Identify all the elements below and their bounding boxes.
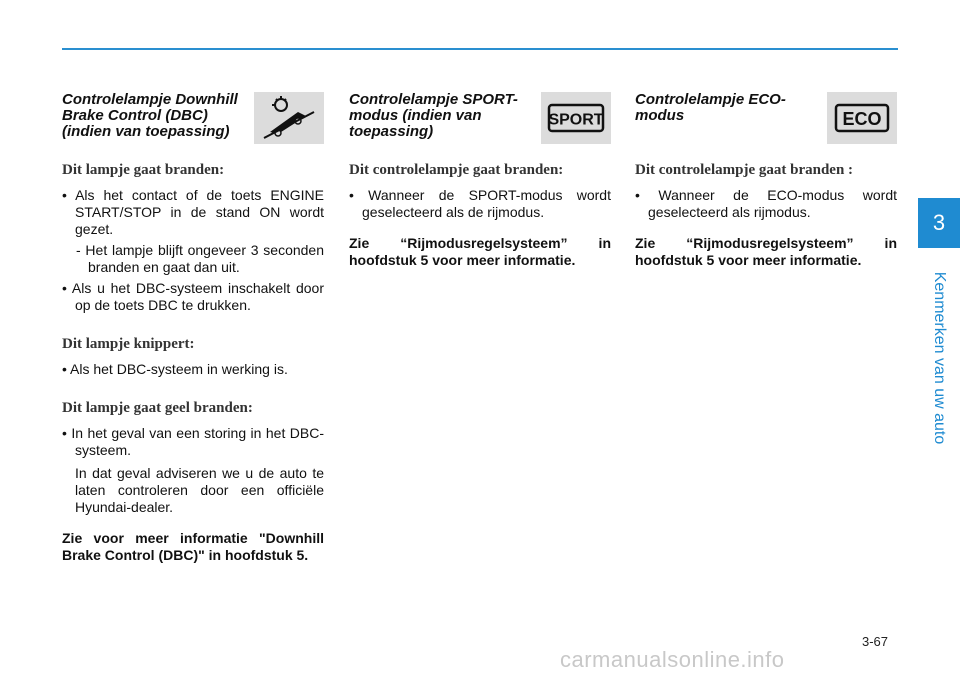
- reference-note: Zie “Rijmodusregelsysteem” in hoofdstuk 5 voor meer informatie.: [635, 235, 897, 268]
- section-header: [635, 92, 897, 162]
- svg-text:SPORT: SPORT: [548, 111, 604, 129]
- section-title: Controlelampje Downhill Brake Control (DBC) (indien van toepassing): [62, 91, 238, 140]
- list-item: • Wanneer de SPORT-modus wordt geselecteerd als de rijmodus.: [349, 187, 611, 220]
- eco-mode-icon: [827, 92, 897, 144]
- list-item: • Wanneer de ECO-modus wordt geselecteerd als rijmodus.: [635, 187, 897, 220]
- section-dbc: [62, 92, 324, 564]
- list-item: • Als het DBC-systeem in werking is.: [62, 361, 288, 377]
- section-eco-mode: [635, 92, 897, 269]
- sport-mode-icon: [541, 92, 611, 144]
- subheading: Dit lampje gaat branden:: [62, 162, 225, 178]
- header-rule: [62, 48, 898, 50]
- section-title: Controlelampje ECO-modus: [635, 91, 786, 124]
- section-sport-mode: [349, 92, 611, 269]
- chapter-tab: 3: [918, 198, 960, 248]
- list-subitem: - Het lampje blijft ongeveer 3 seconden branden en gaat dan uit.: [76, 242, 324, 275]
- paragraph: In dat geval adviseren we u de auto te laten controleren door een officiële Hyundai-dealer.: [75, 465, 324, 515]
- svg-text:ECO: ECO: [842, 109, 882, 129]
- reference-note: Zie voor meer informatie "Downhill Brake Control (DBC)" in hoofdstuk 5.: [62, 530, 324, 563]
- section-header: [349, 92, 611, 162]
- subheading: Dit controlelampje gaat branden :: [635, 162, 854, 178]
- subheading: Dit lampje knippert:: [62, 336, 195, 352]
- list-item: • Als u het DBC-systeem inschakelt door op de toets DBC te drukken.: [62, 280, 324, 313]
- chapter-title: Kenmerken van uw auto: [931, 271, 948, 445]
- page-number: 3-67: [862, 634, 889, 649]
- downhill-brake-control-icon: [254, 92, 324, 144]
- section-header: [62, 92, 324, 162]
- list-item: • In het geval van een storing in het DBC-systeem.: [62, 425, 324, 458]
- subheading: Dit lampje gaat geel branden:: [62, 400, 253, 416]
- watermark: carmanualsonline.info: [560, 647, 785, 672]
- list-item: • Als het contact of de toets ENGINE START/STOP in de stand ON wordt gezet.: [62, 187, 324, 237]
- subheading: Dit controlelampje gaat branden:: [349, 162, 564, 178]
- section-title: Controlelampje SPORT-modus (indien van toepassing): [349, 91, 518, 140]
- reference-note: Zie “Rijmodusregelsysteem” in hoofdstuk 5 voor meer informatie.: [349, 235, 611, 268]
